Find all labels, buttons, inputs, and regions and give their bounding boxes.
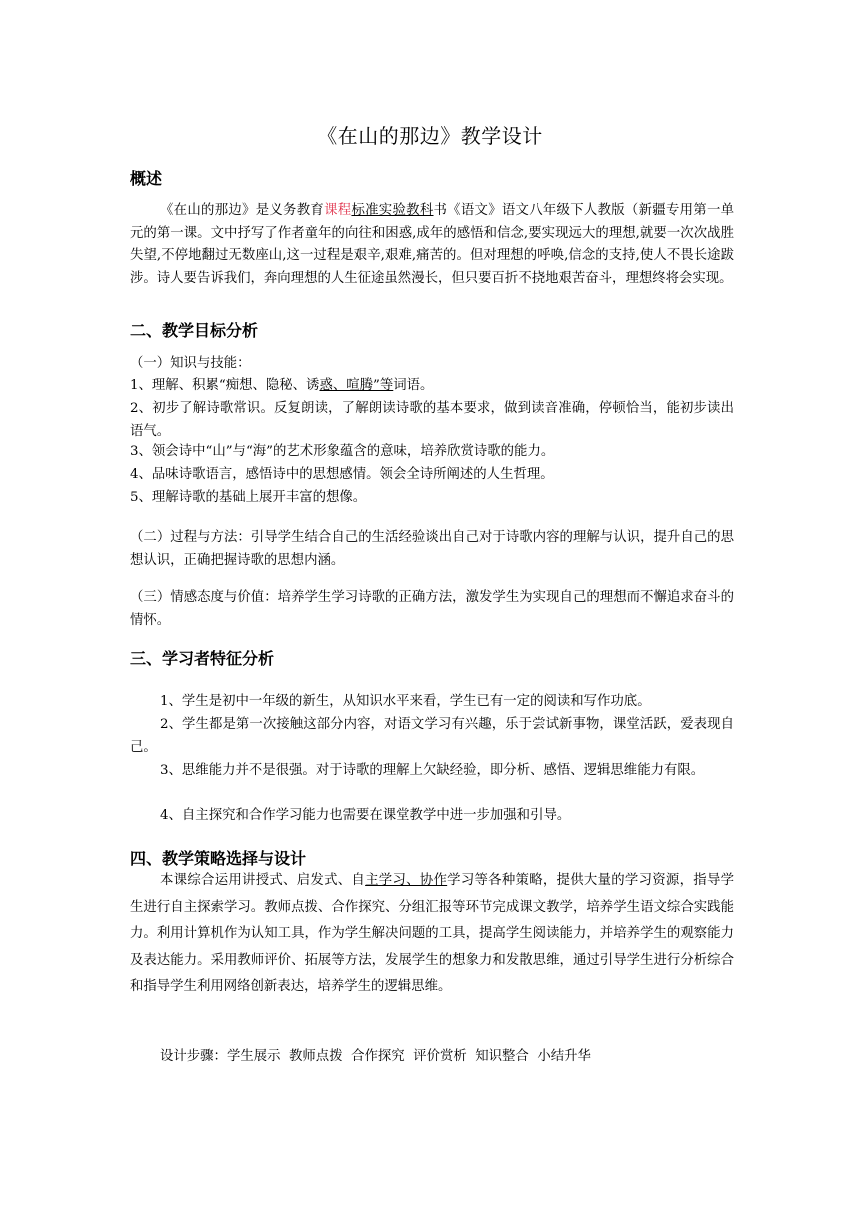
section4-text-a: 本课综合运用讲授式、启发式、自: [160, 873, 366, 888]
section3-item4: 4、自主探究和合作学习能力也需要在课堂教学中进一步加强和引导。: [160, 808, 571, 823]
overview-paragraph: [130, 200, 734, 290]
overview-heading: 概述: [130, 169, 163, 188]
section2-item2: 2、初步了解诗歌常识。反复朗读，了解朗读诗歌的基本要求，做到读音准确，停顿恰当，能初步读出语气。: [130, 401, 734, 439]
item1-text-c: 词语。: [393, 378, 434, 393]
overview-text-underlined: 标准实验教科: [351, 203, 434, 218]
design-steps: 设计步骤：学生展示 教师点拨 合作探究 评价赏析 知识整合 小结升华: [160, 1049, 591, 1064]
overview-text-d: 书《语文》语文八年级下人教版（新疆专用第一单元的第一课。文中抒写了作者童年的向往和困惑,成年的感悟和信念,要实现远大的理想,就要一次次战胜失望,不停地翻过无数座山,这一过程是艰辛,艰难,痛苦的。但对理想的呼唤,信念的支持,使人不畏长途跋涉。诗人要告诉我们，奔向理想的人生征途虽然漫长，但只要百折不挠地艰苦奋斗，理想终将会实现。: [130, 203, 735, 286]
section2-sub1: （一）知识与技能：: [130, 356, 251, 371]
item1-text-a: 1、理解、积累“痴想、隐秘、诱: [130, 378, 320, 393]
page-title: 《在山的那边》教学设计: [317, 124, 543, 148]
section2-heading: 二、教学目标分析: [130, 321, 259, 340]
section2-sub2: （二）过程与方法：引导学生结合自己的生活经验谈出自己对于诗歌内容的理解与认识，提升自己的思想认识，正确把握诗歌的思想内涵。: [130, 530, 734, 568]
section4-text-c: 学习等各种策略，提供大量的学习资源，指导学生进行自主探索学习。教师点拨、合作探究、分组汇报等环节完成课文教学，培养学生语文综合实践能力。利用计算机作为认知工具，作为学生解决问题的工具，提高学生阅读能力，并培养学生的观察能力及表达能力。采用教师评价、拓展等方法，发展学生的想象力和发散思维，通过引导学生进行分析综合和指导学生利用网络创新表达，培养学生的逻辑思维。: [130, 873, 735, 994]
section2-item1: [130, 375, 433, 397]
overview-text-highlight: 课程: [324, 203, 352, 218]
section4-text-underlined: 主学习、协作: [365, 873, 448, 888]
section3-item2: 2、学生都是第一次接触这部分内容，对语文学习有兴趣，乐于尝试新事物，课堂活跃，爱表现自己。: [130, 717, 734, 755]
section3-item3: 3、思维能力并不是很强。对于诗歌的理解上欠缺经验，即分析、感悟、逻辑思维能力有限。: [160, 763, 705, 778]
section2-item4: 4、品味诗歌语言，感悟诗中的思想感情。领会全诗所阐述的人生哲理。: [130, 467, 554, 482]
section2-item3: 3、领会诗中“山”与“海”的艺术形象蕴含的意味，培养欣赏诗歌的能力。: [130, 444, 555, 459]
item1-text-underlined: 惑、喧腾”等: [319, 378, 394, 393]
section3-item1: 1、学生是初中一年级的新生，从知识水平来看，学生已有一定的阅读和写作功底。: [160, 694, 651, 709]
section2-item5: 5、理解诗歌的基础上展开丰富的想像。: [130, 490, 367, 505]
section4-heading: 四、教学策略选择与设计: [130, 849, 307, 868]
section3-heading: 三、学习者特征分析: [130, 649, 275, 668]
overview-text-a: 《在山的那边》是义务教育: [160, 203, 325, 218]
section2-sub3: （三）情感态度与价值：培养学生学习诗歌的正确方法，激发学生为实现自己的理想而不懈追求奋斗的情怀。: [130, 590, 734, 628]
section4-paragraph: [130, 868, 734, 1001]
